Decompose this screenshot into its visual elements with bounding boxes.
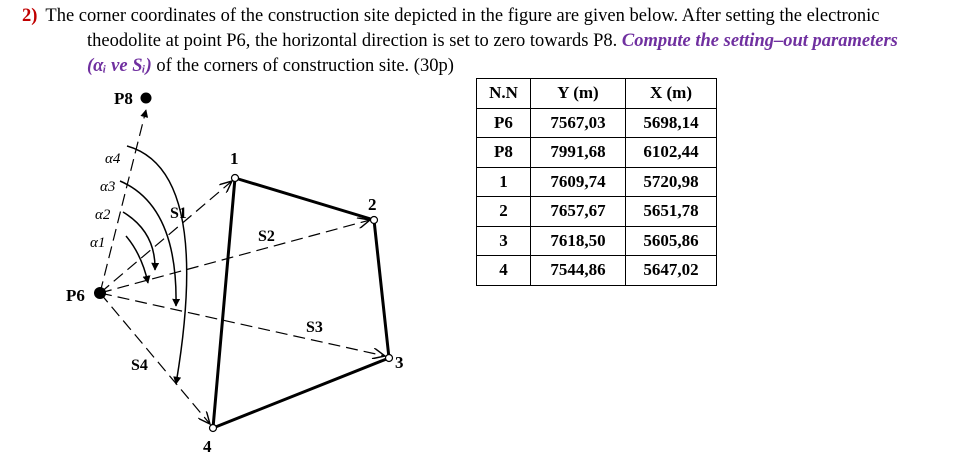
label-corner-2: 2 [368, 195, 377, 214]
label-corner-3: 3 [395, 353, 404, 372]
angle-arc-a4 [127, 146, 187, 384]
label-s1: S1 [170, 205, 187, 222]
reference-direction-p8 [100, 110, 146, 293]
point-p8-marker [141, 93, 152, 104]
label-corner-4: 4 [203, 437, 212, 456]
table-cell: 7618,50 [531, 226, 626, 256]
label-p6: P6 [66, 286, 85, 305]
distance-line-s1 [100, 181, 232, 293]
table-cell: 1 [477, 167, 531, 197]
corner-2-marker [371, 217, 378, 224]
table-cell: 7567,03 [531, 108, 626, 138]
label-alpha-4: α4 [105, 151, 121, 167]
table-cell: P8 [477, 138, 531, 168]
label-alpha-1: α1 [90, 235, 106, 251]
question-line3-text: of the corners of construction site. (30p) [151, 56, 454, 76]
corner-1-marker [232, 175, 239, 182]
table-cell: 6102,44 [626, 138, 717, 168]
table-cell: 5651,78 [626, 197, 717, 227]
question-emphasis-2: (αᵢ ve Sᵢ) [87, 56, 152, 76]
table-row [477, 226, 717, 256]
question-number: 2) [22, 6, 38, 26]
table-row [477, 138, 717, 168]
label-corner-1: 1 [230, 149, 239, 168]
label-s4: S4 [131, 357, 148, 374]
table-cell: 5647,02 [626, 256, 717, 286]
table-cell: 3 [477, 226, 531, 256]
angle-arc-a1 [126, 236, 148, 283]
table-cell: 5720,98 [626, 167, 717, 197]
label-s3: S3 [306, 319, 323, 336]
table-cell: 7544,86 [531, 256, 626, 286]
table-cell: 4 [477, 256, 531, 286]
header-y: Y (m) [531, 79, 626, 109]
table-cell: 7609,74 [531, 167, 626, 197]
question-emphasis-1: Compute the setting–out parameters [621, 31, 898, 51]
table-cell: 2 [477, 197, 531, 227]
label-s2: S2 [258, 228, 275, 245]
label-alpha-2: α2 [95, 207, 111, 223]
corner-4-marker [210, 425, 217, 432]
table-row [477, 167, 717, 197]
point-p6-marker [94, 287, 106, 299]
question-line1-text: The corner coordinates of the construction site depicted in the figure are given below. After setting the electronic [45, 6, 880, 26]
table-cell: 7991,68 [531, 138, 626, 168]
table-header-row [477, 79, 717, 109]
corner-3-marker [386, 355, 393, 362]
question-line2-text: theodolite at point P6, the horizontal direction is set to zero towards P8. [87, 31, 622, 51]
site-boundary [213, 178, 389, 428]
angle-arc-a2 [123, 212, 155, 270]
label-alpha-3: α3 [100, 179, 116, 195]
table-cell: 5605,86 [626, 226, 717, 256]
table-row [477, 197, 717, 227]
table-cell: 5698,14 [626, 108, 717, 138]
table-row [477, 256, 717, 286]
distance-line-s3 [100, 293, 385, 356]
table-cell: 7657,67 [531, 197, 626, 227]
angle-arc-a3 [120, 181, 176, 306]
distance-line-s2 [100, 220, 370, 293]
header-x: X (m) [626, 79, 717, 109]
table-row [477, 108, 717, 138]
distance-line-s4 [100, 293, 210, 424]
table-cell: P6 [477, 108, 531, 138]
coordinates-table [476, 78, 717, 286]
header-point-name: N.N [477, 79, 531, 109]
label-p8: P8 [114, 89, 133, 108]
